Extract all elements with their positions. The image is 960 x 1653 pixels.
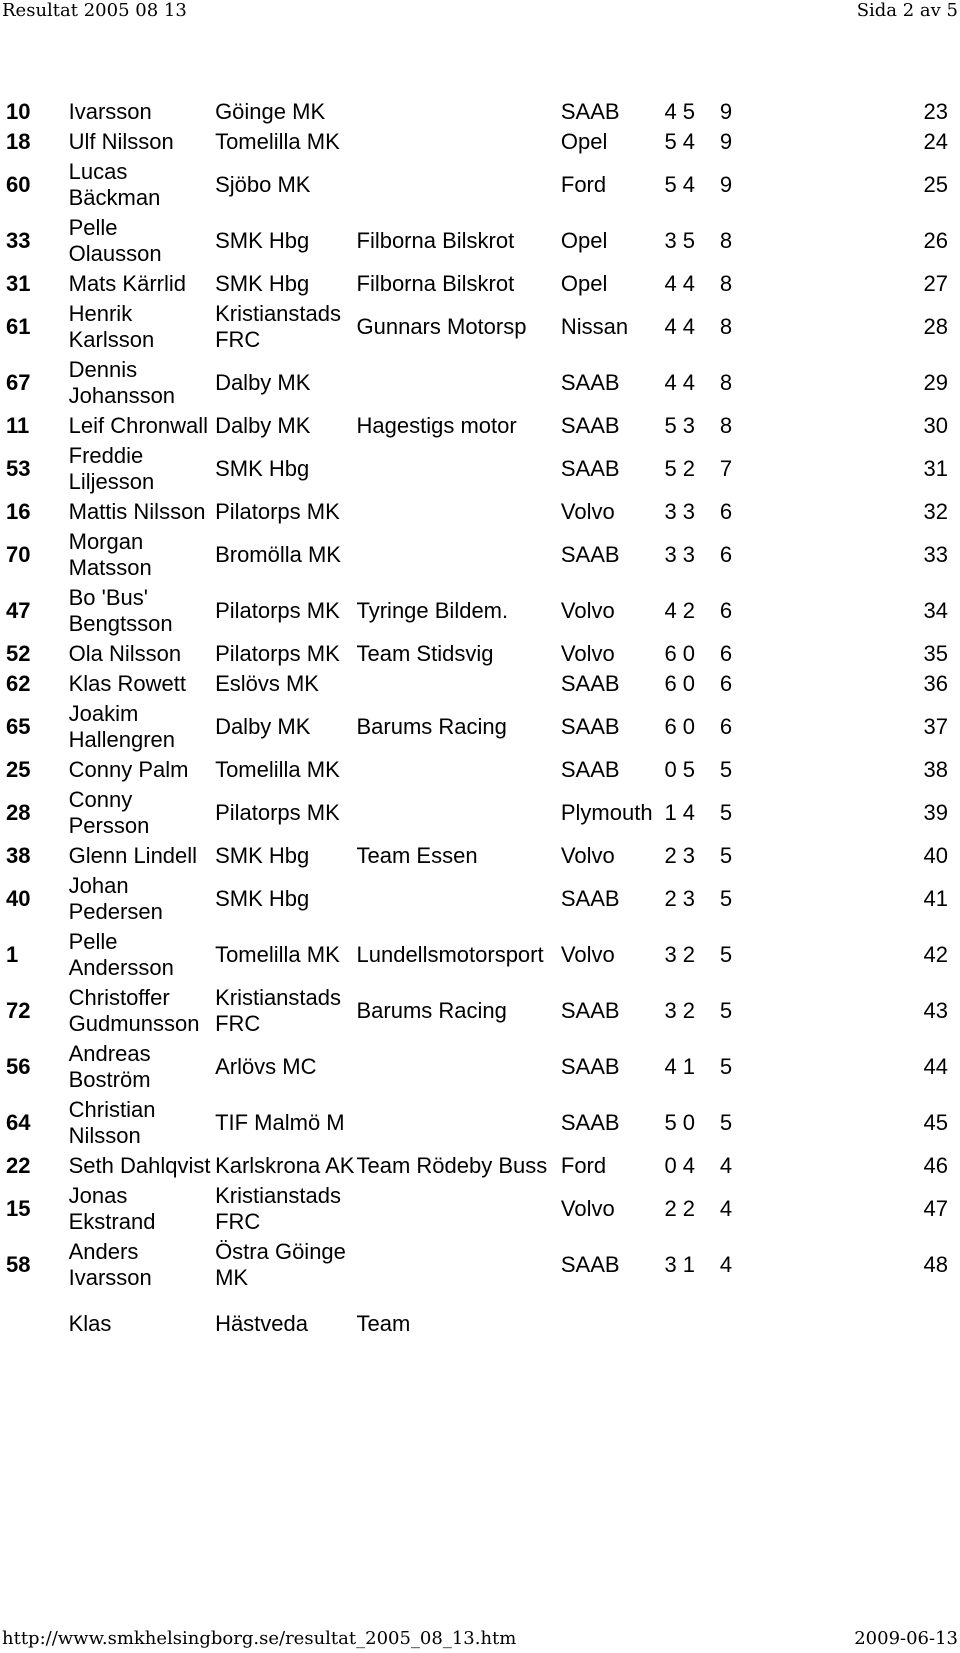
car: Opel — [560, 228, 608, 253]
club: SMK Hbg — [215, 271, 310, 296]
driver-name: Johan Pedersen — [68, 873, 163, 924]
table-row — [0, 355, 960, 411]
points — [720, 1293, 769, 1339]
start-number: 22 — [6, 1153, 31, 1178]
car: Volvo — [560, 843, 615, 868]
team: Team — [356, 1311, 411, 1336]
club: Arlövs MC — [215, 1054, 317, 1079]
table-row — [0, 1151, 960, 1181]
driver-name: Bo 'Bus' Bengtsson — [68, 585, 173, 636]
heat-results: 4 4 — [664, 271, 696, 296]
footer-date: 2009-06-13 — [854, 1628, 958, 1649]
team: Filborna Bilskrot — [356, 228, 515, 253]
heat-results: 4 4 — [664, 314, 696, 339]
start-number: 40 — [6, 886, 31, 911]
club: Göinge MK — [215, 99, 326, 124]
team — [357, 127, 561, 157]
placement: 28 — [923, 314, 948, 339]
table-row — [0, 299, 960, 355]
car: SAAB — [560, 886, 620, 911]
table-row — [0, 841, 960, 871]
page-footer — [0, 1628, 960, 1652]
table-row — [0, 1237, 960, 1293]
start-number: 25 — [6, 757, 31, 782]
club: Hästveda — [215, 1311, 309, 1336]
car: SAAB — [560, 1110, 620, 1135]
team — [357, 1181, 561, 1237]
heat-results: 3 2 — [664, 942, 696, 967]
placement: 40 — [923, 843, 948, 868]
start-number: 53 — [6, 456, 31, 481]
start-number: 31 — [6, 271, 31, 296]
header-title: Resultat 2005 08 13 — [2, 0, 187, 21]
heat-results: 4 2 — [664, 598, 696, 623]
car — [561, 1293, 665, 1339]
results-table — [0, 97, 960, 1339]
table-row — [0, 983, 960, 1039]
placement: 35 — [923, 641, 948, 666]
points: 5 — [719, 942, 733, 967]
heat-results: 5 3 — [664, 413, 696, 438]
points: 6 — [719, 641, 733, 666]
table-row — [0, 1039, 960, 1095]
points: 7 — [719, 456, 733, 481]
car: Nissan — [560, 314, 629, 339]
team — [357, 497, 561, 527]
driver-name: Dennis Johansson — [68, 357, 176, 408]
driver-name: Ulf Nilsson — [68, 129, 174, 154]
placement: 45 — [923, 1110, 948, 1135]
team — [357, 97, 561, 127]
start-number: 70 — [6, 542, 31, 567]
placement: 31 — [923, 456, 948, 481]
team: Team Stidsvig — [356, 641, 494, 666]
team: Filborna Bilskrot — [356, 271, 515, 296]
heat-results: 5 2 — [664, 456, 696, 481]
car: SAAB — [560, 1252, 620, 1277]
placement: 24 — [923, 129, 948, 154]
points: 5 — [719, 843, 733, 868]
club: Kristianstads FRC — [215, 985, 342, 1036]
team — [357, 1039, 561, 1095]
driver-name: Mats Kärrlid — [68, 271, 186, 296]
points: 6 — [719, 499, 733, 524]
points: 4 — [719, 1196, 733, 1221]
heat-results: 5 4 — [664, 129, 696, 154]
team: Tyringe Bildem. — [356, 598, 509, 623]
table-row — [0, 927, 960, 983]
team: Gunnars Motorsp — [356, 314, 527, 339]
club: Kristianstads FRC — [215, 301, 342, 352]
car: Volvo — [560, 942, 615, 967]
car: Opel — [560, 129, 608, 154]
table-row — [0, 1181, 960, 1237]
table-row-partial — [0, 1293, 960, 1339]
team: Team Rödeby Buss — [356, 1153, 548, 1178]
placement: 30 — [923, 413, 948, 438]
car: Ford — [560, 172, 607, 197]
driver-name: Conny Palm — [68, 757, 189, 782]
start-number: 1 — [6, 942, 19, 967]
table-row — [0, 441, 960, 497]
club: Pilatorps MK — [215, 800, 340, 825]
car: SAAB — [560, 99, 620, 124]
team: Hagestigs motor — [356, 413, 517, 438]
heat-results: 6 0 — [664, 671, 696, 696]
car: SAAB — [560, 757, 620, 782]
club: Eslövs MK — [215, 671, 319, 696]
points: 8 — [719, 370, 733, 395]
club: SMK Hbg — [215, 228, 310, 253]
start-number: 60 — [6, 172, 31, 197]
heat-results: 0 5 — [664, 757, 696, 782]
team: Team Essen — [356, 843, 478, 868]
placement: 29 — [923, 370, 948, 395]
heat-results: 6 0 — [664, 641, 696, 666]
start-number: 16 — [6, 499, 31, 524]
team — [357, 871, 561, 927]
car: SAAB — [560, 456, 620, 481]
club: Karlskrona AK — [215, 1153, 355, 1178]
table-row — [0, 497, 960, 527]
driver-name: Lucas Bäckman — [68, 159, 161, 210]
club: Tomelilla MK — [215, 757, 340, 782]
start-number: 61 — [6, 314, 31, 339]
results-body — [0, 97, 960, 1339]
points: 8 — [719, 271, 733, 296]
table-row — [0, 269, 960, 299]
heat-results: 2 3 — [664, 843, 696, 868]
team — [357, 157, 561, 213]
start-number: 52 — [6, 641, 31, 666]
club: Pilatorps MK — [215, 641, 340, 666]
team: Barums Racing — [356, 714, 507, 739]
table-row — [0, 669, 960, 699]
heat-results: 6 0 — [664, 714, 696, 739]
table-row — [0, 411, 960, 441]
table-row — [0, 97, 960, 127]
driver-name: Christoffer Gudmunsson — [68, 985, 200, 1036]
placement: 36 — [923, 671, 948, 696]
driver-name: Christian Nilsson — [68, 1097, 156, 1148]
team — [357, 1095, 561, 1151]
start-number: 15 — [6, 1196, 31, 1221]
driver-name: Joakim Hallengren — [68, 701, 176, 752]
points: 9 — [719, 172, 733, 197]
heat-results: 3 3 — [664, 499, 696, 524]
placement: 26 — [923, 228, 948, 253]
club: Tomelilla MK — [215, 129, 340, 154]
club: Dalby MK — [215, 714, 311, 739]
points: 9 — [719, 99, 733, 124]
car: SAAB — [560, 671, 620, 696]
driver-name: Ivarsson — [68, 99, 152, 124]
driver-name: Morgan Matsson — [68, 529, 152, 580]
club: Sjöbo MK — [215, 172, 311, 197]
driver-name: Andreas Boström — [68, 1041, 151, 1092]
car: SAAB — [560, 542, 620, 567]
start-number: 62 — [6, 671, 31, 696]
car: Opel — [560, 271, 608, 296]
points: 8 — [719, 413, 733, 438]
club: Tomelilla MK — [215, 942, 340, 967]
driver-name: Mattis Nilsson — [68, 499, 206, 524]
driver-name: Freddie Liljesson — [68, 443, 155, 494]
car: Ford — [560, 1153, 607, 1178]
heat-results: 5 0 — [664, 1110, 696, 1135]
start-number: 38 — [6, 843, 31, 868]
start-number: 33 — [6, 228, 31, 253]
table-row — [0, 1095, 960, 1151]
start-number: 56 — [6, 1054, 31, 1079]
club: SMK Hbg — [215, 886, 310, 911]
page-header — [0, 0, 960, 24]
header-page-number: Sida 2 av 5 — [856, 0, 958, 21]
club: Pilatorps MK — [215, 499, 340, 524]
placement: 39 — [923, 800, 948, 825]
heat-results: 0 4 — [664, 1153, 696, 1178]
car: Volvo — [560, 499, 615, 524]
start-number: 10 — [6, 99, 31, 124]
heat-results: 3 3 — [664, 542, 696, 567]
footer-url[interactable]: http://www.smkhelsingborg.se/resultat_2005_08_13.htm — [2, 1628, 517, 1649]
placement: 47 — [923, 1196, 948, 1221]
points: 8 — [719, 228, 733, 253]
team — [357, 1237, 561, 1293]
placement: 42 — [923, 942, 948, 967]
driver-name: Henrik Karlsson — [68, 301, 155, 352]
table-row — [0, 157, 960, 213]
points: 5 — [719, 1110, 733, 1135]
points: 5 — [719, 998, 733, 1023]
club: Bromölla MK — [215, 542, 341, 567]
placement: 34 — [923, 598, 948, 623]
team — [357, 755, 561, 785]
driver-name: Leif Chronwall — [68, 413, 209, 438]
points: 6 — [719, 714, 733, 739]
placement: 48 — [923, 1252, 948, 1277]
heat-results: 3 2 — [664, 998, 696, 1023]
heat-results: 3 5 — [664, 228, 696, 253]
driver-name: Ola Nilsson — [68, 641, 182, 666]
driver-name: Glenn Lindell — [68, 843, 198, 868]
start-number: 11 — [6, 413, 30, 438]
heat-results: 4 4 — [664, 370, 696, 395]
table-row — [0, 699, 960, 755]
car: SAAB — [560, 1054, 620, 1079]
placement: 33 — [923, 542, 948, 567]
heat-results: 4 5 — [664, 99, 696, 124]
points: 4 — [719, 1252, 733, 1277]
table-row — [0, 755, 960, 785]
team — [357, 441, 561, 497]
car: Volvo — [560, 1196, 615, 1221]
car: Volvo — [560, 641, 615, 666]
car: Plymouth — [560, 800, 653, 825]
points: 8 — [719, 314, 733, 339]
placement: 46 — [923, 1153, 948, 1178]
car: Volvo — [560, 598, 615, 623]
placement: 43 — [923, 998, 948, 1023]
club: SMK Hbg — [215, 456, 310, 481]
driver-name: Jonas Ekstrand — [68, 1183, 156, 1234]
car: SAAB — [560, 714, 620, 739]
start-number: 18 — [6, 129, 31, 154]
points: 5 — [719, 800, 733, 825]
club: Kristianstads FRC — [215, 1183, 342, 1234]
heat-results — [664, 1293, 719, 1339]
driver-name: Pelle Andersson — [68, 929, 174, 980]
placement — [769, 1293, 960, 1339]
driver-name: Conny Persson — [68, 787, 150, 838]
placement: 37 — [923, 714, 948, 739]
points: 6 — [719, 671, 733, 696]
club: Dalby MK — [215, 413, 311, 438]
heat-results: 3 1 — [664, 1252, 696, 1277]
placement: 23 — [923, 99, 948, 124]
table-row — [0, 213, 960, 269]
placement: 32 — [923, 499, 948, 524]
points: 6 — [719, 598, 733, 623]
club: SMK Hbg — [215, 843, 310, 868]
driver-name: Pelle Olausson — [68, 215, 162, 266]
points: 4 — [719, 1153, 733, 1178]
heat-results: 5 4 — [664, 172, 696, 197]
heat-results: 4 1 — [664, 1054, 696, 1079]
table-row — [0, 785, 960, 841]
start-number — [0, 1293, 69, 1339]
table-row — [0, 639, 960, 669]
driver-name: Anders Ivarsson — [68, 1239, 152, 1290]
placement: 27 — [923, 271, 948, 296]
start-number: 28 — [6, 800, 31, 825]
team — [357, 527, 561, 583]
team — [357, 785, 561, 841]
car: SAAB — [560, 998, 620, 1023]
driver-name: Klas — [68, 1311, 112, 1336]
team — [357, 355, 561, 411]
points: 6 — [719, 542, 733, 567]
team — [357, 669, 561, 699]
table-row — [0, 583, 960, 639]
placement: 44 — [923, 1054, 948, 1079]
start-number: 72 — [6, 998, 31, 1023]
start-number: 47 — [6, 598, 31, 623]
start-number: 67 — [6, 370, 31, 395]
team: Lundellsmotorsport — [356, 942, 544, 967]
start-number: 58 — [6, 1252, 31, 1277]
driver-name: Seth Dahlqvist — [68, 1153, 211, 1178]
placement: 38 — [923, 757, 948, 782]
club: Dalby MK — [215, 370, 311, 395]
driver-name: Klas Rowett — [68, 671, 187, 696]
placement: 41 — [923, 886, 948, 911]
placement: 25 — [923, 172, 948, 197]
club: Pilatorps MK — [215, 598, 340, 623]
table-row — [0, 527, 960, 583]
car: SAAB — [560, 370, 620, 395]
start-number: 65 — [6, 714, 31, 739]
heat-results: 1 4 — [664, 800, 696, 825]
club: TIF Malmö M — [215, 1110, 345, 1135]
points: 5 — [719, 757, 733, 782]
car: SAAB — [560, 413, 620, 438]
club: Östra Göinge MK — [215, 1239, 346, 1290]
team: Barums Racing — [356, 998, 507, 1023]
table-row — [0, 127, 960, 157]
points: 5 — [719, 886, 733, 911]
table-row — [0, 871, 960, 927]
heat-results: 2 3 — [664, 886, 696, 911]
start-number: 64 — [6, 1110, 31, 1135]
points: 5 — [719, 1054, 733, 1079]
heat-results: 2 2 — [664, 1196, 696, 1221]
points: 9 — [719, 129, 733, 154]
